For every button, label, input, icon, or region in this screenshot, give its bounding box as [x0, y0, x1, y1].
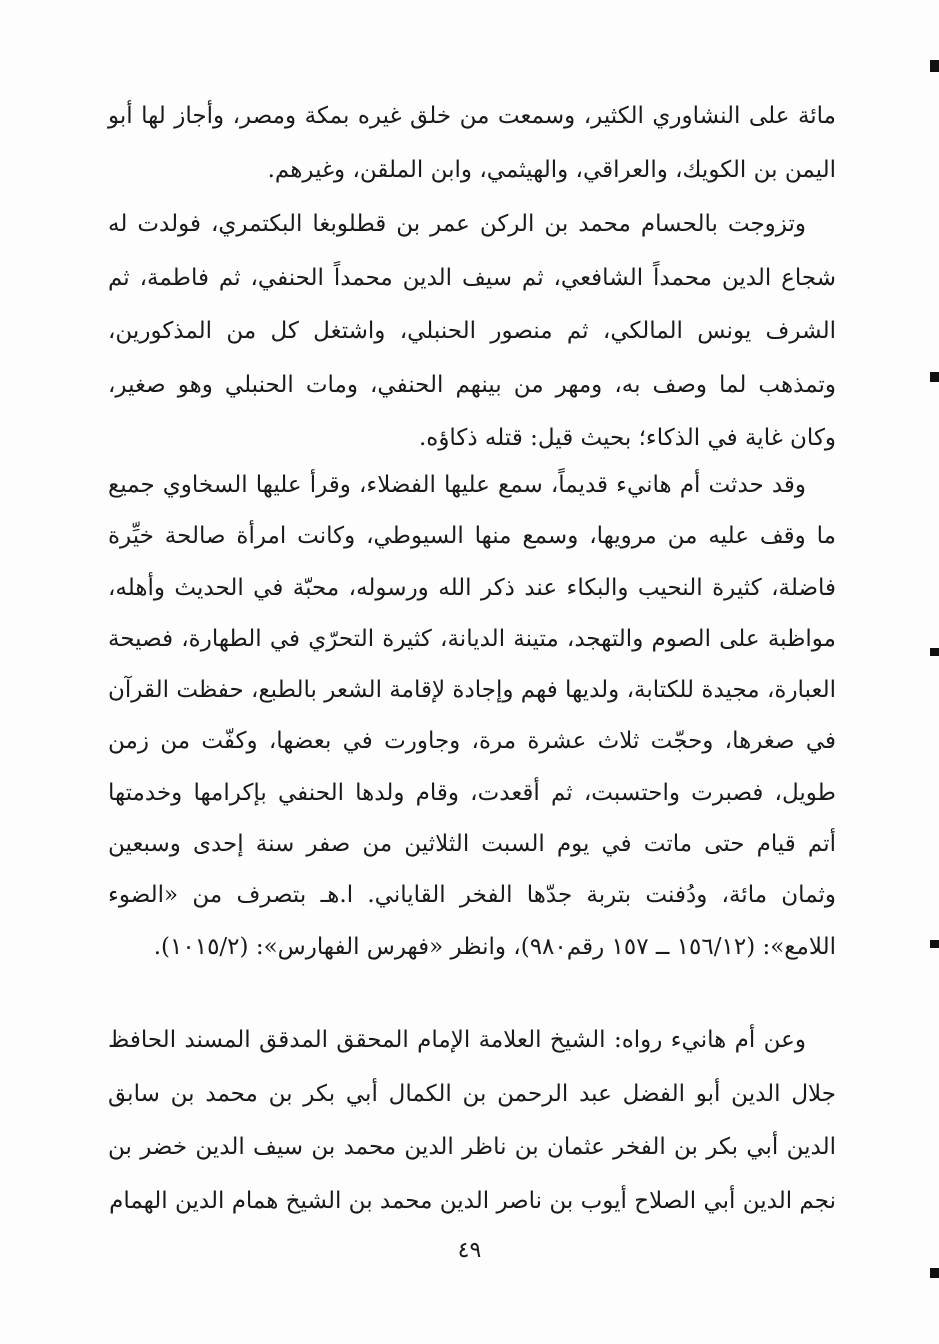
page-number: ٤٩: [457, 1238, 482, 1263]
scan-edge-mark: [930, 60, 939, 72]
paragraph-text: وعن أم هانيء رواه: الشيخ العلامة الإمام المحقق المدقق المسند الحافظ جلال الدين أبو الفضل عبد الرحمن بن الكمال أبي بكر بن محمد بن سابق الدين أبي بكر بن الفخر عثمان بن ناظر الدين محمد بن سيف الدين خضر بن نجم الدين أبي الصلاح أيوب بن ناصر الدين محمد بن الشيخ همام الدين الهمام: [108, 1027, 836, 1214]
scan-edge-mark: [930, 372, 939, 382]
scan-edge-mark: [930, 940, 939, 948]
scan-edge-mark: [930, 648, 939, 656]
paragraph-3: [108, 460, 836, 973]
paragraph-4: [108, 1014, 836, 1228]
paragraph-1: [108, 90, 836, 197]
paragraph-text: وتزوجت بالحسام محمد بن الركن عمر بن قطلوبغا البكتمري، فولدت له شجاع الدين محمداً الشافعي، ثم سيف الدين محمداً الحنفي، ثم فاطمة، ثم الشرف يونس المالكي، ثم منصور الحنبلي، واشتغل كل من المذكورين، وتمذهب لما وصف به، ومهر من بينهم الحنفي، ومات الحنبلي وهو صغير، وكان غاية في الذكاء؛ بحيث قيل: قتله ذكاؤه.: [108, 211, 836, 451]
paragraph-text: وقد حدثت أم هانيء قديماً، سمع عليها الفضلاء، وقرأ عليها السخاوي جميع ما وقف عليه من مرويها، وسمع منها السيوطي، وكانت امرأة صالحة خيِّرة فاضلة، كثيرة النحيب والبكاء عند ذكر الله ورسوله، محبّة في الحديث وأهله، مواظبة على الصوم والتهجد، متينة الديانة، كثيرة التحرّي في الطهارة، فصيحة العبارة، مجيدة للكتابة، ولديها فهم وإجادة لإقامة الشعر بالطبع، حفظت القرآن في صغرها، وحجّت ثلاث عشرة مرة، وجاورت في بعضها، وكفّت من زمن طويل، فصبرت واحتسبت، ثم أقعدت، وقام ولدها الحنفي بإكرامها وخدمتها أتم قيام حتى ماتت في يوم السبت الثلاثين من صفر سنة إحدى وسبعين وثمان مائة، ودُفنت بتربة جدّها الفخر القاياني. ا.هـ بتصرف من «الضوء اللامع»: (١٥٦/١٢ ــ ١٥٧ رقم٩٨٠)، وانظر «فهرس الفهارس»: (١٠١٥/٢).: [108, 472, 836, 960]
scan-edge-mark: [930, 1268, 939, 1278]
paragraph-text: مائة على النشاوري الكثير، وسمعت من خلق غيره بمكة ومصر، وأجاز لها أبو اليمن بن الكويك، والعراقي، والهيثمي، وابن الملقن، وغيرهم.: [108, 103, 836, 183]
paragraph-2: [108, 198, 836, 466]
